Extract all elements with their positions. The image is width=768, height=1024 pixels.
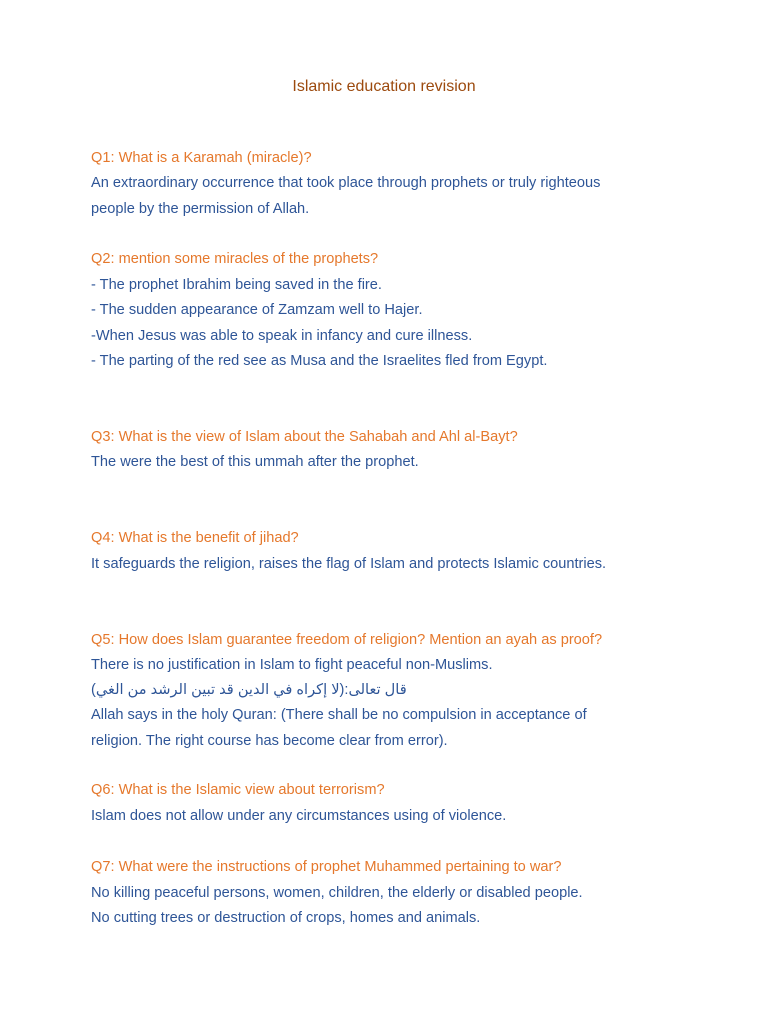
answer-2-line-4: - The parting of the red see as Musa and the Israelites fled from Egypt. [91,353,548,369]
answer-6-line-1: Islam does not allow under any circumstances using of violence. [91,808,507,824]
document-title: Islamic education revision [292,78,476,95]
question-4: Q4: What is the benefit of jihad? [91,530,299,546]
question-7: Q7: What were the instructions of prophet Muhammed pertaining to war? [91,859,562,875]
question-5: Q5: How does Islam guarantee freedom of religion? Mention an ayah as proof? [91,632,603,648]
question-3: Q3: What is the view of Islam about the Sahabah and Ahl al-Bayt? [91,429,518,445]
answer-3-line-1: The were the best of this ummah after the prophet. [91,454,419,470]
answer-5-arabic-ayah: قال تعالى:(لا إكراه في الدين قد تبين الرشد من الغي) [91,682,407,698]
answer-5-line-4: religion. The right course has become clear from error). [91,733,448,749]
answer-5-line-1: There is no justification in Islam to fight peaceful non-Muslims. [91,657,493,673]
answer-1-line-2: people by the permission of Allah. [91,201,310,217]
answer-2-line-2: - The sudden appearance of Zamzam well to Hajer. [91,302,423,318]
question-6: Q6: What is the Islamic view about terrorism? [91,782,385,798]
answer-1-line-1: An extraordinary occurrence that took place through prophets or truly righteous [91,175,601,191]
answer-5-line-3: Allah says in the holy Quran: (There shall be no compulsion in acceptance of [91,707,587,723]
answer-7-line-2: No cutting trees or destruction of crops, homes and animals. [91,910,481,926]
answer-2-line-3: -When Jesus was able to speak in infancy and cure illness. [91,328,473,344]
question-2: Q2: mention some miracles of the prophets? [91,251,379,267]
question-1: Q1: What is a Karamah (miracle)? [91,150,312,166]
answer-4-line-1: It safeguards the religion, raises the flag of Islam and protects Islamic countries. [91,556,607,572]
answer-2-line-1: - The prophet Ibrahim being saved in the fire. [91,277,382,293]
answer-7-line-1: No killing peaceful persons, women, children, the elderly or disabled people. [91,885,583,901]
